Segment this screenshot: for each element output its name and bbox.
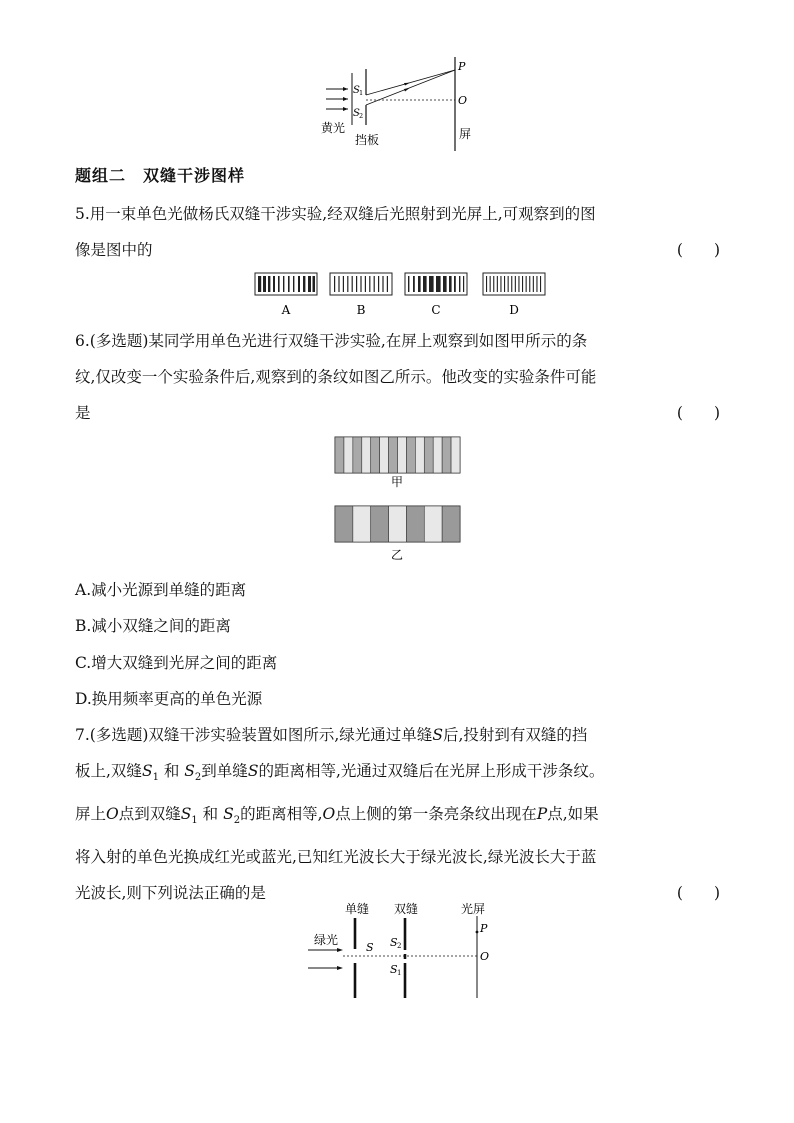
fringe-pattern-jia (335, 437, 460, 473)
fringe-c-line (429, 276, 434, 292)
fringe-b-line (334, 276, 335, 292)
fringe-a-line (268, 276, 270, 292)
q7-l2-S1-sub: 1 (152, 772, 159, 784)
fringe-jia-band (451, 437, 460, 473)
label-single-slit: 单缝 (345, 902, 370, 916)
fringe-option-b (330, 273, 392, 295)
fringe-b-line (378, 276, 379, 292)
fringe-d-line (508, 276, 509, 292)
label-S: S (366, 941, 374, 954)
fringe-yi-band (406, 506, 424, 542)
answer-bracket-q5: ( ) (676, 241, 720, 259)
fringe-yi-band (371, 506, 389, 542)
fringe-d-line (536, 276, 537, 292)
fringe-a-line (298, 276, 300, 292)
q6-option-d: D.换用频率更高的单色光源 (75, 690, 263, 708)
q7-l3-S1-sub: 1 (191, 815, 198, 827)
fringe-c-line (418, 276, 421, 292)
label-S1-q7-sub: 1 (397, 969, 402, 977)
q7-l3-e: 点,如果 (547, 805, 599, 824)
fringe-jia-band (353, 437, 362, 473)
fringe-yi-band (389, 506, 407, 542)
q5-line-2-text: 像是图中的 (75, 241, 153, 259)
label-O: O (458, 94, 468, 107)
option-d-label: D (509, 303, 519, 317)
q7-l3-P: P (536, 805, 548, 824)
fringe-b-line (338, 276, 339, 292)
q7-line-1 (75, 717, 720, 753)
q5-line-2 (75, 232, 720, 268)
fringe-jia-band (424, 437, 433, 473)
fringe-d-line (504, 276, 505, 292)
q7-l3-O2: O (322, 805, 336, 824)
fringe-b-line (382, 276, 383, 292)
fringe-a-line (293, 276, 294, 292)
label-yi: 乙 (390, 548, 404, 561)
fringe-a-line (288, 276, 290, 292)
fringe-a-line (313, 276, 316, 292)
fringe-a-line (283, 276, 284, 292)
q6-fringe-jia (334, 436, 462, 488)
q7-l2-S2-sub: 2 (194, 772, 202, 784)
fringe-jia-band (398, 437, 407, 473)
q7-line-2 (75, 753, 720, 796)
q7-line-4: 将入射的单色光换成红光或蓝光,已知红光波长大于绿光波长,绿光波长大于蓝 (75, 848, 597, 867)
fringe-b-line (347, 276, 348, 292)
fringe-option-d (483, 273, 545, 295)
label-S2-sub: 2 (359, 112, 364, 120)
fringe-c-line (436, 276, 441, 292)
fringe-c-line (459, 276, 460, 292)
label-O-q7: O (480, 950, 490, 963)
fringe-jia-band (344, 437, 353, 473)
answer-bracket-q7: ( ) (676, 884, 720, 903)
fringe-b-line (365, 276, 366, 292)
fringe-c-line (413, 276, 415, 292)
fringe-d-line (518, 276, 519, 292)
fringe-yi-band (424, 506, 442, 542)
fringe-yi-band (442, 506, 460, 542)
fringe-d-line (515, 276, 516, 292)
q7-l3-and: 和 (197, 805, 224, 824)
fringe-b-line (369, 276, 370, 292)
option-b-label: B (356, 303, 366, 317)
fringe-a-line (303, 276, 305, 292)
fringe-d-line (533, 276, 534, 292)
q7-l2-a: 板上,双缝 (75, 762, 142, 780)
fringe-b-line (352, 276, 353, 292)
q7-l2-S1: S (141, 762, 153, 780)
fringe-jia-band (415, 437, 424, 473)
label-S1-q7: S (390, 963, 398, 976)
question-7 (75, 717, 720, 911)
fringe-c-line (463, 276, 464, 292)
label-S2-q7-sub: 2 (397, 942, 402, 950)
fringe-d-line (511, 276, 512, 292)
q7-l2-S: S (247, 762, 259, 780)
q7-l1-b: 后,投射到有双缝的挡 (442, 726, 588, 744)
label-S2-q7: S (390, 936, 398, 949)
q5-line-1: 5.用一束单色光做杨氏双缝干涉实验,经双缝后光照射到光屏上,可观察到的图 (75, 205, 596, 223)
fringe-jia-band (389, 437, 398, 473)
fringe-c-line (423, 276, 427, 292)
fringe-b-line (360, 276, 361, 292)
fringe-yi-band (353, 506, 371, 542)
label-P-q7: P (480, 922, 488, 935)
q7-l1-a: 7.(多选题)双缝干涉实验装置如图所示,绿光通过单缝 (75, 726, 433, 744)
double-slit-diagram-top (318, 55, 478, 155)
fringe-option-c (405, 273, 467, 295)
q7-l3-c: 的距离相等, (240, 805, 323, 824)
label-P: P (458, 60, 466, 73)
q6-option-a: A.减小光源到单缝的距离 (75, 581, 247, 599)
fringe-b-line (374, 276, 375, 292)
fringe-d-line (540, 276, 541, 292)
fringe-jia-band (442, 437, 451, 473)
label-S1: S (353, 85, 360, 96)
section-title: 题组二 双缝干涉图样 (75, 166, 246, 185)
fringe-d-line (522, 276, 523, 292)
answer-bracket-q6: ( ) (676, 404, 720, 422)
fringe-d-line (497, 276, 498, 292)
fringe-jia-band (362, 437, 371, 473)
option-a-label: A (281, 303, 291, 317)
q6-line-1: 6.(多选题)某同学用单色光进行双缝干涉实验,在屏上观察到如图甲所示的条 (75, 332, 588, 350)
fringe-d-line (486, 276, 487, 292)
q7-l3-O: O (106, 805, 119, 824)
label-double-slit: 双缝 (394, 902, 419, 916)
fringe-jia-band (406, 437, 415, 473)
double-slit-diagram-q7 (303, 898, 503, 1004)
q6-line-2: 纹,仅改变一个实验条件后,观察到的条纹如图乙所示。他改变的实验条件可能 (75, 368, 597, 386)
q7-line-5-text: 光波长,则下列说法正确的是 (75, 884, 266, 903)
question-6 (75, 323, 720, 431)
fringe-c-line (449, 276, 452, 292)
fringe-a-line (273, 276, 275, 292)
q6-option-c: C.增大双缝到光屏之间的距离 (75, 654, 278, 672)
fringe-d-line (490, 276, 491, 292)
fringe-jia-band (380, 437, 389, 473)
fringe-a-line (263, 276, 266, 292)
q7-l3-S2: S (223, 805, 234, 824)
q7-l2-S2: S (184, 762, 195, 780)
fringe-option-a (255, 273, 317, 295)
q7-l3-d: 点上侧的第一条亮条纹出现在 (335, 805, 537, 824)
q7-l3-S2-sub: 2 (233, 815, 241, 827)
q7-l3-a: 屏上 (75, 805, 107, 824)
label-S1-sub: 1 (359, 89, 364, 97)
fringe-a-line (308, 276, 311, 292)
label-screen: 屏 (459, 127, 472, 141)
q7-l2-c: 的距离相等,光通过双缝后在光屏上形成干涉条纹。 (258, 762, 605, 780)
label-barrier: 挡板 (355, 133, 380, 147)
label-yellow-light: 黄光 (321, 121, 346, 135)
label-jia: 甲 (390, 475, 404, 488)
q6-line-3-text: 是 (75, 404, 91, 422)
fringe-yi-band (335, 506, 353, 542)
fringe-a-line (278, 276, 280, 292)
option-c-label: C (431, 303, 441, 317)
fringe-jia-band (433, 437, 442, 473)
fringe-b-line (343, 276, 344, 292)
q6-line-3 (75, 395, 720, 431)
fringe-jia-band (335, 437, 344, 473)
q7-l1-S: S (432, 726, 443, 744)
fringe-b-line (387, 276, 388, 292)
fringe-d-line (500, 276, 501, 292)
q6-option-b: B.减小双缝之间的距离 (75, 617, 231, 635)
fringe-pattern-yi (335, 506, 460, 542)
q7-l2-and: 和 (158, 762, 185, 780)
fringe-c-line (443, 276, 447, 292)
question-5 (75, 196, 720, 268)
fringe-d-line (526, 276, 527, 292)
fringe-c-line (454, 276, 456, 292)
label-S2: S (353, 108, 360, 119)
q7-l3-b: 点到双缝 (118, 805, 181, 824)
q6-fringe-yi (334, 505, 462, 561)
q5-fringe-options (248, 270, 548, 318)
q7-l3-S1: S (180, 805, 192, 824)
fringe-c-line (408, 276, 409, 292)
q7-line-3 (75, 796, 720, 839)
fringe-d-frame (483, 273, 545, 295)
label-green-light: 绿光 (314, 933, 339, 947)
fringe-d-line (529, 276, 530, 292)
fringe-a-line (258, 276, 261, 292)
q7-l2-b: 到单缝 (201, 762, 248, 780)
fringe-b-line (356, 276, 357, 292)
label-light-screen: 光屏 (461, 902, 486, 916)
fringe-d-line (493, 276, 494, 292)
fringe-jia-band (371, 437, 380, 473)
